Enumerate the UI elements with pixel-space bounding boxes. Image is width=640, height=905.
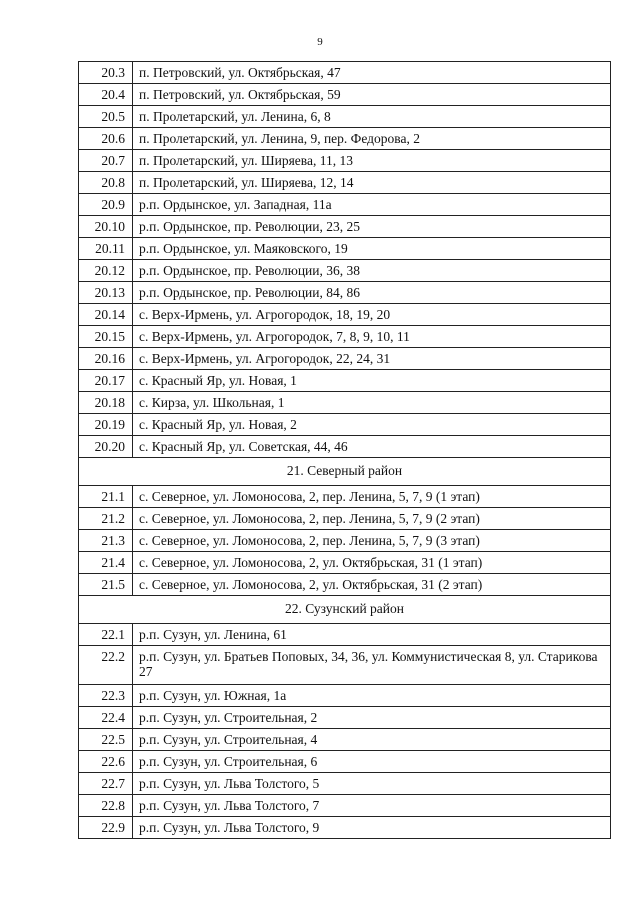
row-number: 20.8 bbox=[79, 172, 133, 194]
row-number: 20.14 bbox=[79, 304, 133, 326]
table-row bbox=[79, 729, 611, 751]
row-number: 22.1 bbox=[79, 624, 133, 646]
row-address: р.п. Сузун, ул. Братьев Поповых, 34, 36, ул. Коммунистическая 8, ул. Старикова 27 bbox=[133, 646, 611, 685]
table-row bbox=[79, 552, 611, 574]
table-row bbox=[79, 530, 611, 552]
table-row bbox=[79, 194, 611, 216]
table-row bbox=[79, 574, 611, 596]
row-number: 22.4 bbox=[79, 707, 133, 729]
table-row bbox=[79, 260, 611, 282]
row-address: с. Верх-Ирмень, ул. Агрогородок, 22, 24, 31 bbox=[133, 348, 611, 370]
row-number: 22.9 bbox=[79, 817, 133, 839]
table-row bbox=[79, 106, 611, 128]
row-number: 20.20 bbox=[79, 436, 133, 458]
row-number: 22.3 bbox=[79, 685, 133, 707]
row-number: 22.7 bbox=[79, 773, 133, 795]
row-address: п. Пролетарский, ул. Ленина, 9, пер. Федорова, 2 bbox=[133, 128, 611, 150]
row-number: 20.17 bbox=[79, 370, 133, 392]
row-address: с. Северное, ул. Ломоносова, 2, пер. Ленина, 5, 7, 9 (2 этап) bbox=[133, 508, 611, 530]
row-number: 22.2 bbox=[79, 646, 133, 685]
row-number: 20.13 bbox=[79, 282, 133, 304]
row-address: р.п. Сузун, ул. Южная, 1а bbox=[133, 685, 611, 707]
table-row bbox=[79, 436, 611, 458]
table-row bbox=[79, 817, 611, 839]
row-address: р.п. Сузун, ул. Ленина, 61 bbox=[133, 624, 611, 646]
row-address: п. Петровский, ул. Октябрьская, 59 bbox=[133, 84, 611, 106]
table-row bbox=[79, 751, 611, 773]
row-address: с. Северное, ул. Ломоносова, 2, пер. Ленина, 5, 7, 9 (3 этап) bbox=[133, 530, 611, 552]
row-number: 20.18 bbox=[79, 392, 133, 414]
row-number: 20.4 bbox=[79, 84, 133, 106]
row-address: р.п. Сузун, ул. Льва Толстого, 7 bbox=[133, 795, 611, 817]
table-row bbox=[79, 370, 611, 392]
table-row bbox=[79, 392, 611, 414]
table-row bbox=[79, 348, 611, 370]
row-number: 20.19 bbox=[79, 414, 133, 436]
row-address: п. Пролетарский, ул. Ленина, 6, 8 bbox=[133, 106, 611, 128]
row-address: р.п. Сузун, ул. Льва Толстого, 5 bbox=[133, 773, 611, 795]
row-address: с. Красный Яр, ул. Новая, 2 bbox=[133, 414, 611, 436]
row-number: 21.5 bbox=[79, 574, 133, 596]
row-number: 21.1 bbox=[79, 486, 133, 508]
table-row bbox=[79, 282, 611, 304]
table-row bbox=[79, 486, 611, 508]
row-address: р.п. Сузун, ул. Строительная, 2 bbox=[133, 707, 611, 729]
row-address: с. Красный Яр, ул. Советская, 44, 46 bbox=[133, 436, 611, 458]
row-address: с. Северное, ул. Ломоносова, 2, ул. Октябрьская, 31 (1 этап) bbox=[133, 552, 611, 574]
table-row bbox=[79, 128, 611, 150]
table-row bbox=[79, 304, 611, 326]
table-row bbox=[79, 172, 611, 194]
row-number: 20.5 bbox=[79, 106, 133, 128]
row-number: 20.6 bbox=[79, 128, 133, 150]
row-number: 21.3 bbox=[79, 530, 133, 552]
row-number: 21.4 bbox=[79, 552, 133, 574]
table-row bbox=[79, 685, 611, 707]
row-address: р.п. Ордынское, пр. Революции, 36, 38 bbox=[133, 260, 611, 282]
row-address: п. Пролетарский, ул. Ширяева, 11, 13 bbox=[133, 150, 611, 172]
table-row bbox=[79, 508, 611, 530]
row-address: с. Верх-Ирмень, ул. Агрогородок, 18, 19, 20 bbox=[133, 304, 611, 326]
row-number: 20.11 bbox=[79, 238, 133, 260]
address-table bbox=[78, 61, 611, 839]
row-number: 20.9 bbox=[79, 194, 133, 216]
table-row bbox=[79, 150, 611, 172]
section-header-row bbox=[79, 458, 611, 486]
table-row bbox=[79, 795, 611, 817]
section-title: 22. Сузунский район bbox=[79, 596, 611, 624]
table-row bbox=[79, 62, 611, 84]
row-number: 22.5 bbox=[79, 729, 133, 751]
address-table-body bbox=[79, 62, 611, 839]
row-address: р.п. Ордынское, пр. Революции, 84, 86 bbox=[133, 282, 611, 304]
row-address: с. Красный Яр, ул. Новая, 1 bbox=[133, 370, 611, 392]
row-address: с. Северное, ул. Ломоносова, 2, ул. Октябрьская, 31 (2 этап) bbox=[133, 574, 611, 596]
row-address: р.п. Сузун, ул. Строительная, 4 bbox=[133, 729, 611, 751]
row-address: с. Северное, ул. Ломоносова, 2, пер. Ленина, 5, 7, 9 (1 этап) bbox=[133, 486, 611, 508]
row-address: с. Кирза, ул. Школьная, 1 bbox=[133, 392, 611, 414]
row-address: р.п. Сузун, ул. Льва Толстого, 9 bbox=[133, 817, 611, 839]
row-number: 22.6 bbox=[79, 751, 133, 773]
row-number: 20.15 bbox=[79, 326, 133, 348]
table-row bbox=[79, 646, 611, 685]
table-row bbox=[79, 216, 611, 238]
table-row bbox=[79, 84, 611, 106]
table-row bbox=[79, 238, 611, 260]
row-number: 20.10 bbox=[79, 216, 133, 238]
table-row bbox=[79, 624, 611, 646]
row-address: с. Верх-Ирмень, ул. Агрогородок, 7, 8, 9, 10, 11 bbox=[133, 326, 611, 348]
row-number: 20.3 bbox=[79, 62, 133, 84]
table-row bbox=[79, 414, 611, 436]
table-row bbox=[79, 707, 611, 729]
row-number: 21.2 bbox=[79, 508, 133, 530]
row-number: 20.7 bbox=[79, 150, 133, 172]
row-number: 20.12 bbox=[79, 260, 133, 282]
row-address: р.п. Ордынское, ул. Западная, 11а bbox=[133, 194, 611, 216]
page-number: 9 bbox=[317, 36, 323, 48]
row-address: п. Петровский, ул. Октябрьская, 47 bbox=[133, 62, 611, 84]
row-address: п. Пролетарский, ул. Ширяева, 12, 14 bbox=[133, 172, 611, 194]
row-address: р.п. Сузун, ул. Строительная, 6 bbox=[133, 751, 611, 773]
section-header-row bbox=[79, 596, 611, 624]
table-row bbox=[79, 773, 611, 795]
row-address: р.п. Ордынское, пр. Революции, 23, 25 bbox=[133, 216, 611, 238]
row-address: р.п. Ордынское, ул. Маяковского, 19 bbox=[133, 238, 611, 260]
row-number: 22.8 bbox=[79, 795, 133, 817]
section-title: 21. Северный район bbox=[79, 458, 611, 486]
row-number: 20.16 bbox=[79, 348, 133, 370]
table-row bbox=[79, 326, 611, 348]
